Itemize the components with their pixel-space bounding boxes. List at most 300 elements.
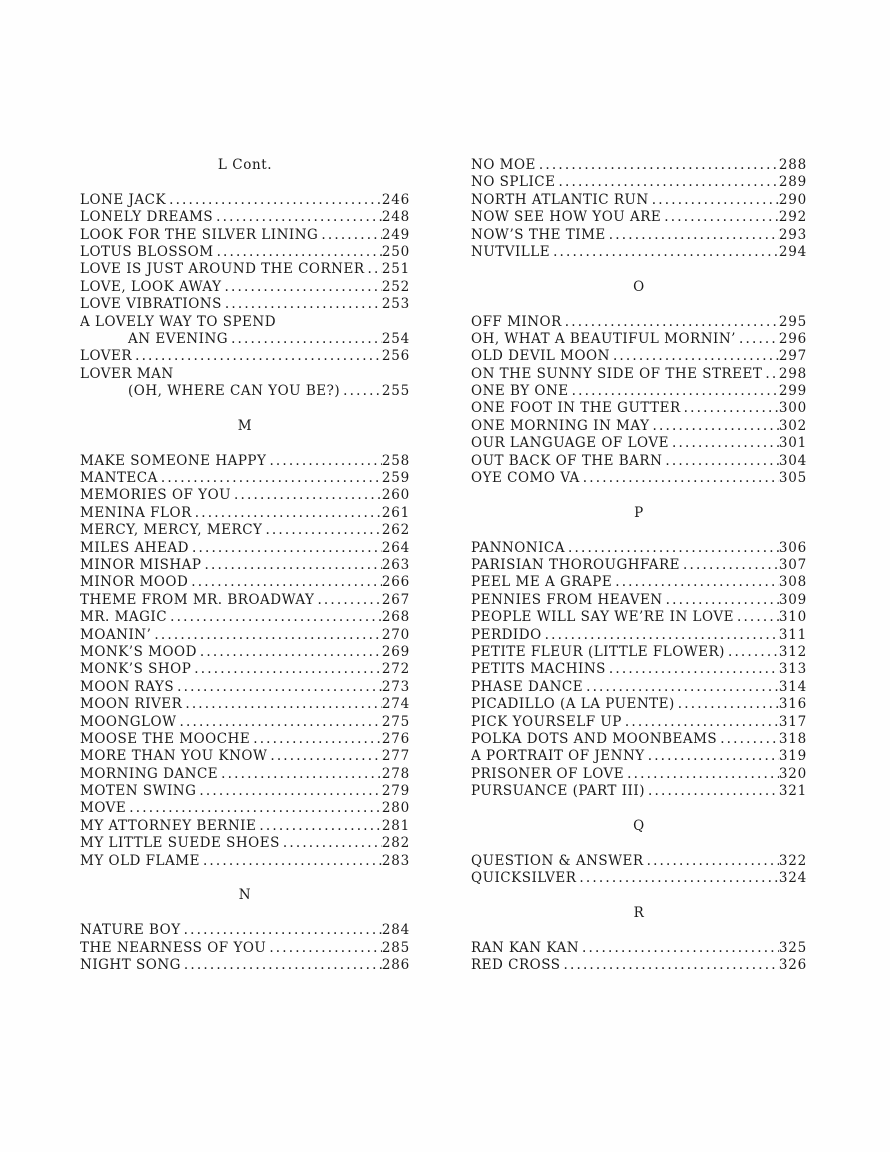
toc-entry-line bbox=[80, 574, 410, 591]
dot-leader bbox=[177, 679, 382, 696]
toc-entry-line bbox=[471, 314, 807, 331]
section-header: Q bbox=[633, 817, 645, 834]
song-title: PICADILLO (A LA PUENTE) bbox=[471, 696, 675, 713]
dot-leader bbox=[368, 261, 382, 278]
toc-entry-line bbox=[80, 261, 410, 278]
toc-entry-line bbox=[471, 366, 807, 383]
song-title: MOOSE THE MOOCHE bbox=[80, 730, 251, 747]
dot-leader bbox=[283, 835, 382, 852]
toc-entry-line bbox=[471, 157, 807, 174]
section-header: R bbox=[633, 904, 645, 921]
dot-leader bbox=[234, 487, 382, 504]
toc-entry-line bbox=[471, 679, 807, 696]
page-number: 253 bbox=[381, 296, 410, 313]
toc-entry-line bbox=[80, 366, 410, 383]
toc-entry-line bbox=[471, 227, 807, 244]
song-title: LOTUS BLOSSOM bbox=[80, 243, 214, 260]
page-number: 324 bbox=[778, 870, 807, 887]
dot-leader bbox=[539, 157, 779, 174]
page-number: 306 bbox=[778, 539, 807, 556]
page-number: 297 bbox=[778, 348, 807, 365]
toc-entry-line bbox=[471, 609, 807, 626]
song-title: PENNIES FROM HEAVEN bbox=[471, 591, 663, 608]
dot-leader bbox=[737, 609, 779, 626]
page-number: 308 bbox=[778, 574, 807, 591]
song-title: A PORTRAIT OF JENNY bbox=[471, 748, 645, 765]
song-title: PERDIDO bbox=[471, 626, 542, 643]
toc-entry-line bbox=[471, 940, 807, 957]
song-title: MY LITTLE SUEDE SHOES bbox=[80, 835, 280, 852]
dot-leader bbox=[579, 870, 778, 887]
song-title: OLD DEVIL MOON bbox=[471, 348, 610, 365]
dot-leader bbox=[559, 174, 779, 191]
page-number: 264 bbox=[381, 539, 410, 556]
toc-entry-line bbox=[80, 540, 410, 557]
toc-entry-line bbox=[80, 487, 410, 504]
page-number: 276 bbox=[381, 730, 410, 747]
song-title: MINOR MISHAP bbox=[80, 556, 202, 573]
page-number: 326 bbox=[778, 956, 807, 973]
song-title: PETITS MACHINS bbox=[471, 661, 606, 678]
page-number: 279 bbox=[381, 783, 410, 800]
toc-entry-line bbox=[80, 783, 410, 800]
song-title: ONE MORNING IN MAY bbox=[471, 417, 650, 434]
song-title: ONE FOOT IN THE GUTTER bbox=[471, 400, 681, 417]
toc-entry-line bbox=[471, 174, 807, 191]
page-number: 286 bbox=[381, 956, 410, 973]
dot-leader bbox=[184, 957, 382, 974]
dot-leader bbox=[216, 209, 382, 226]
dot-leader bbox=[615, 574, 779, 591]
page-number: 322 bbox=[778, 852, 807, 869]
toc-entry-line bbox=[80, 853, 410, 870]
toc-entry-line bbox=[80, 957, 410, 974]
song-title: PURSUANCE (PART III) bbox=[471, 783, 645, 800]
dot-leader bbox=[269, 940, 382, 957]
toc-entry-line bbox=[471, 714, 807, 731]
song-title: MOON RIVER bbox=[80, 696, 183, 713]
page-number: 289 bbox=[778, 174, 807, 191]
dot-leader bbox=[653, 418, 779, 435]
toc-entry-line bbox=[471, 644, 807, 661]
toc-entry-line bbox=[471, 209, 807, 226]
toc-entry-line bbox=[471, 696, 807, 713]
song-title: (OH, WHERE CAN YOU BE?) bbox=[128, 383, 341, 400]
page-number: 290 bbox=[778, 191, 807, 208]
toc-entry-line bbox=[80, 627, 410, 644]
song-title: MY ATTORNEY BERNIE bbox=[80, 817, 257, 834]
dot-leader bbox=[664, 209, 779, 226]
song-title: LONE JACK bbox=[80, 191, 167, 208]
song-title: OYE COMO VA bbox=[471, 470, 580, 487]
song-title: AN EVENING bbox=[128, 330, 229, 347]
song-title: LOVER bbox=[80, 348, 133, 365]
page-number: 302 bbox=[778, 417, 807, 434]
dot-leader bbox=[583, 470, 779, 487]
song-title: NUTVILLE bbox=[471, 243, 551, 260]
toc-entry-line bbox=[471, 470, 807, 487]
page-number: 278 bbox=[381, 765, 410, 782]
toc-entry-line bbox=[80, 244, 410, 261]
page-number: 283 bbox=[381, 852, 410, 869]
song-title: A LOVELY WAY TO SPEND bbox=[80, 313, 277, 330]
page-number: 310 bbox=[778, 609, 807, 626]
dot-leader bbox=[205, 557, 382, 574]
toc-entry-line bbox=[80, 557, 410, 574]
toc-entry-line bbox=[471, 661, 807, 678]
dot-leader bbox=[553, 244, 779, 261]
toc-entry-line bbox=[80, 661, 410, 678]
toc-entry-line bbox=[471, 574, 807, 591]
dot-leader bbox=[684, 400, 779, 417]
dot-leader bbox=[225, 296, 382, 313]
toc-entry-line bbox=[80, 748, 410, 765]
dot-leader bbox=[170, 609, 382, 626]
dot-leader bbox=[568, 540, 779, 557]
page-number: 293 bbox=[778, 226, 807, 243]
page-number: 304 bbox=[778, 452, 807, 469]
dot-leader bbox=[613, 348, 779, 365]
song-title: RED CROSS bbox=[471, 956, 561, 973]
toc-entry-line bbox=[80, 940, 410, 957]
toc-entry-line bbox=[80, 383, 410, 400]
toc-entry-line bbox=[471, 957, 807, 974]
page-number: 254 bbox=[381, 330, 410, 347]
dot-leader bbox=[253, 731, 382, 748]
song-title: MILES AHEAD bbox=[80, 539, 189, 556]
dot-leader bbox=[648, 748, 779, 765]
page-number: 248 bbox=[381, 209, 410, 226]
right-column bbox=[471, 157, 807, 974]
dot-leader bbox=[224, 279, 381, 296]
page-number: 277 bbox=[381, 748, 410, 765]
section-header: P bbox=[634, 504, 644, 521]
dot-leader bbox=[647, 853, 779, 870]
section-header: O bbox=[633, 278, 645, 295]
dot-leader bbox=[265, 522, 381, 539]
dot-leader bbox=[666, 592, 779, 609]
page-number: 282 bbox=[381, 835, 410, 852]
page-number: 295 bbox=[778, 313, 807, 330]
page-number: 268 bbox=[381, 609, 410, 626]
dot-leader bbox=[203, 853, 382, 870]
toc-entry-line bbox=[80, 296, 410, 313]
page-number: 316 bbox=[778, 696, 807, 713]
song-title: NOW SEE HOW YOU ARE bbox=[471, 209, 662, 226]
page-number: 292 bbox=[778, 209, 807, 226]
toc-entry-line bbox=[80, 679, 410, 696]
dot-leader bbox=[648, 783, 779, 800]
toc-entry-line bbox=[471, 540, 807, 557]
song-title: MERCY, MERCY, MERCY bbox=[80, 522, 263, 539]
dot-leader bbox=[259, 818, 381, 835]
dot-leader bbox=[217, 244, 382, 261]
song-title: LOOK FOR THE SILVER LINING bbox=[80, 226, 319, 243]
page-number: 301 bbox=[778, 435, 807, 452]
toc-entry-line bbox=[80, 835, 410, 852]
page-number: 266 bbox=[381, 574, 410, 591]
dot-leader bbox=[231, 331, 382, 348]
dot-leader bbox=[625, 714, 779, 731]
page-number: 319 bbox=[778, 748, 807, 765]
toc-entry-line bbox=[80, 209, 410, 226]
song-title: PEOPLE WILL SAY WE’RE IN LOVE bbox=[471, 609, 734, 626]
song-title: THEME FROM MR. BROADWAY bbox=[80, 591, 315, 608]
song-title: PANNONICA bbox=[471, 539, 566, 556]
dot-leader bbox=[652, 192, 779, 209]
toc-entry-line bbox=[80, 522, 410, 539]
page-number: 309 bbox=[778, 591, 807, 608]
toc-entry-line bbox=[471, 870, 807, 887]
dot-leader bbox=[665, 453, 778, 470]
toc-entry-line bbox=[80, 279, 410, 296]
dot-leader bbox=[192, 540, 382, 557]
song-title: MENINA FLOR bbox=[80, 504, 192, 521]
song-title: NO MOE bbox=[471, 157, 536, 173]
song-title: OUR LANGUAGE OF LOVE bbox=[471, 435, 669, 452]
toc-entry-line bbox=[80, 714, 410, 731]
toc-entry-line bbox=[80, 331, 410, 348]
song-title: NORTH ATLANTIC RUN bbox=[471, 191, 649, 208]
dot-leader bbox=[572, 383, 779, 400]
song-title: QUESTION & ANSWER bbox=[471, 852, 644, 869]
toc-entry-line bbox=[80, 731, 410, 748]
song-title: LOVE IS JUST AROUND THE CORNER bbox=[80, 261, 365, 278]
page-number: 294 bbox=[778, 243, 807, 260]
toc-entry-line bbox=[80, 818, 410, 835]
song-title: OUT BACK OF THE BARN bbox=[471, 452, 663, 469]
toc-entry-line bbox=[471, 783, 807, 800]
page-number: 261 bbox=[381, 504, 410, 521]
dot-leader bbox=[586, 679, 779, 696]
toc-entry-line bbox=[80, 192, 410, 209]
toc-entry-line bbox=[471, 748, 807, 765]
dot-leader bbox=[161, 470, 382, 487]
dot-leader bbox=[169, 192, 382, 209]
page-number: 275 bbox=[381, 713, 410, 730]
toc-entry-line bbox=[471, 400, 807, 417]
dot-leader bbox=[343, 383, 382, 400]
song-title: NO SPLICE bbox=[471, 174, 556, 191]
toc-entry-line bbox=[471, 853, 807, 870]
toc-entry-line bbox=[80, 453, 410, 470]
song-title: PETITE FLEUR (LITTLE FLOWER) bbox=[471, 643, 725, 660]
dot-leader bbox=[321, 227, 381, 244]
page-number: 312 bbox=[778, 643, 807, 660]
section-header: M bbox=[237, 417, 253, 434]
page-number: 259 bbox=[381, 470, 410, 487]
page-number: 325 bbox=[778, 939, 807, 956]
song-title: MOVE bbox=[80, 800, 127, 817]
page-number: 296 bbox=[778, 330, 807, 347]
song-title: MINOR MOOD bbox=[80, 574, 189, 591]
dot-leader bbox=[135, 348, 382, 365]
dot-leader bbox=[582, 940, 779, 957]
song-title: MOONGLOW bbox=[80, 713, 177, 730]
toc-entry-line bbox=[80, 696, 410, 713]
song-title: MONK’S MOOD bbox=[80, 643, 197, 660]
toc-entry-line bbox=[80, 227, 410, 244]
dot-leader bbox=[609, 227, 779, 244]
toc-entry-line bbox=[471, 435, 807, 452]
dot-leader bbox=[678, 696, 779, 713]
song-title: MONK’S SHOP bbox=[80, 661, 192, 678]
page-number: 299 bbox=[778, 383, 807, 400]
page-number: 262 bbox=[381, 522, 410, 539]
song-title: PHASE DANCE bbox=[471, 678, 584, 695]
toc-entry-line bbox=[471, 592, 807, 609]
page-number: 300 bbox=[778, 400, 807, 417]
page-number: 281 bbox=[381, 817, 410, 834]
page-number: 272 bbox=[381, 661, 410, 678]
dot-leader bbox=[563, 957, 778, 974]
dot-leader bbox=[184, 922, 382, 939]
toc-entry-line bbox=[80, 644, 410, 661]
section-header: L Cont. bbox=[217, 157, 273, 173]
dot-leader bbox=[765, 366, 778, 383]
dot-leader bbox=[221, 766, 382, 783]
toc-entry-line bbox=[471, 192, 807, 209]
dot-leader bbox=[720, 731, 779, 748]
dot-leader bbox=[129, 800, 382, 817]
song-title: OFF MINOR bbox=[471, 313, 562, 330]
toc-entry-line bbox=[80, 505, 410, 522]
toc-entry-line bbox=[80, 592, 410, 609]
toc-entry-line bbox=[471, 244, 807, 261]
song-title: NOW’S THE TIME bbox=[471, 226, 606, 243]
song-title: OH, WHAT A BEAUTIFUL MORNIN’ bbox=[471, 330, 736, 347]
page-number: 298 bbox=[778, 365, 807, 382]
song-title: PARISIAN THOROUGHFARE bbox=[471, 556, 680, 573]
page-number: 305 bbox=[778, 470, 807, 487]
dot-leader bbox=[194, 661, 382, 678]
page-number: 285 bbox=[381, 939, 410, 956]
song-title: MAKE SOMEONE HAPPY bbox=[80, 452, 267, 469]
dot-leader bbox=[195, 505, 382, 522]
page-number: 246 bbox=[381, 191, 410, 208]
dot-leader bbox=[565, 314, 779, 331]
song-title: PICK YOURSELF UP bbox=[471, 713, 622, 730]
page-number: 270 bbox=[381, 626, 410, 643]
page-number: 317 bbox=[778, 713, 807, 730]
page-number: 314 bbox=[778, 678, 807, 695]
dot-leader bbox=[185, 696, 382, 713]
page-number: 321 bbox=[778, 783, 807, 800]
dot-leader bbox=[672, 435, 779, 452]
song-title: NIGHT SONG bbox=[80, 956, 181, 973]
song-title: PRISONER OF LOVE bbox=[471, 765, 625, 782]
dot-leader bbox=[200, 644, 382, 661]
toc-entry-line bbox=[471, 418, 807, 435]
page-number: 251 bbox=[381, 261, 410, 278]
page-number: 260 bbox=[381, 487, 410, 504]
page-number: 313 bbox=[778, 661, 807, 678]
page-number: 311 bbox=[778, 626, 807, 643]
song-title: MANTECA bbox=[80, 470, 158, 487]
toc-entry-line bbox=[471, 557, 807, 574]
song-title: ON THE SUNNY SIDE OF THE STREET bbox=[471, 365, 763, 382]
toc-entry-line bbox=[471, 766, 807, 783]
toc-entry-line bbox=[80, 348, 410, 365]
page-number: 318 bbox=[778, 730, 807, 747]
dot-leader bbox=[627, 766, 779, 783]
page-number: 280 bbox=[381, 800, 410, 817]
dot-leader bbox=[728, 644, 779, 661]
song-title: RAN KAN KAN bbox=[471, 939, 580, 956]
dot-leader bbox=[270, 748, 382, 765]
song-title: NATURE BOY bbox=[80, 922, 181, 939]
toc-entry-line bbox=[80, 314, 410, 331]
page-number: 267 bbox=[381, 591, 410, 608]
song-title: PEEL ME A GRAPE bbox=[471, 574, 613, 591]
page-number: 269 bbox=[381, 643, 410, 660]
song-title: LOVE VIBRATIONS bbox=[80, 296, 222, 313]
page-number: 256 bbox=[381, 348, 410, 365]
song-title: THE NEARNESS OF YOU bbox=[80, 939, 267, 956]
song-title: MY OLD FLAME bbox=[80, 852, 200, 869]
dot-leader bbox=[179, 714, 381, 731]
page-number: 307 bbox=[778, 556, 807, 573]
dot-leader bbox=[739, 331, 779, 348]
section-header: N bbox=[238, 887, 252, 904]
toc-entry-line bbox=[80, 922, 410, 939]
song-title: QUICKSILVER bbox=[471, 870, 577, 887]
dot-leader bbox=[154, 627, 381, 644]
toc-entry-line bbox=[471, 331, 807, 348]
song-title: MOTEN SWING bbox=[80, 783, 197, 800]
toc-entry-line bbox=[80, 766, 410, 783]
page-number: 249 bbox=[381, 226, 410, 243]
dot-leader bbox=[545, 627, 779, 644]
dot-leader bbox=[683, 557, 779, 574]
toc-entry-line bbox=[471, 383, 807, 400]
song-title: LOVER MAN bbox=[80, 365, 174, 382]
song-title: MEMORIES OF YOU bbox=[80, 487, 232, 504]
song-title: ONE BY ONE bbox=[471, 383, 569, 400]
toc-entry-line bbox=[80, 800, 410, 817]
song-title: MOANIN’ bbox=[80, 626, 152, 643]
page-number: 273 bbox=[381, 678, 410, 695]
toc-entry-line bbox=[471, 731, 807, 748]
toc-entry-line bbox=[80, 470, 410, 487]
page-number: 255 bbox=[381, 383, 410, 400]
dot-leader bbox=[199, 783, 381, 800]
page-number: 274 bbox=[381, 696, 410, 713]
dot-leader bbox=[609, 661, 779, 678]
toc-entry-line bbox=[471, 348, 807, 365]
page-number: 288 bbox=[778, 157, 807, 173]
dot-leader bbox=[191, 574, 382, 591]
page-number: 284 bbox=[381, 922, 410, 939]
song-title: POLKA DOTS AND MOONBEAMS bbox=[471, 730, 718, 747]
song-title: LOVE, LOOK AWAY bbox=[80, 278, 222, 295]
page-number: 320 bbox=[778, 765, 807, 782]
page-number: 263 bbox=[381, 556, 410, 573]
page-number: 250 bbox=[381, 243, 410, 260]
song-title: MORNING DANCE bbox=[80, 765, 219, 782]
page-number: 252 bbox=[381, 278, 410, 295]
page-number: 258 bbox=[381, 452, 410, 469]
dot-leader bbox=[317, 592, 381, 609]
toc-entry-line bbox=[80, 609, 410, 626]
song-title: MORE THAN YOU KNOW bbox=[80, 748, 268, 765]
song-title: MOON RAYS bbox=[80, 678, 175, 695]
left-column bbox=[80, 157, 410, 974]
toc-entry-line bbox=[471, 453, 807, 470]
dot-leader bbox=[269, 453, 381, 470]
song-title: MR. MAGIC bbox=[80, 609, 168, 626]
toc-entry-line bbox=[471, 627, 807, 644]
